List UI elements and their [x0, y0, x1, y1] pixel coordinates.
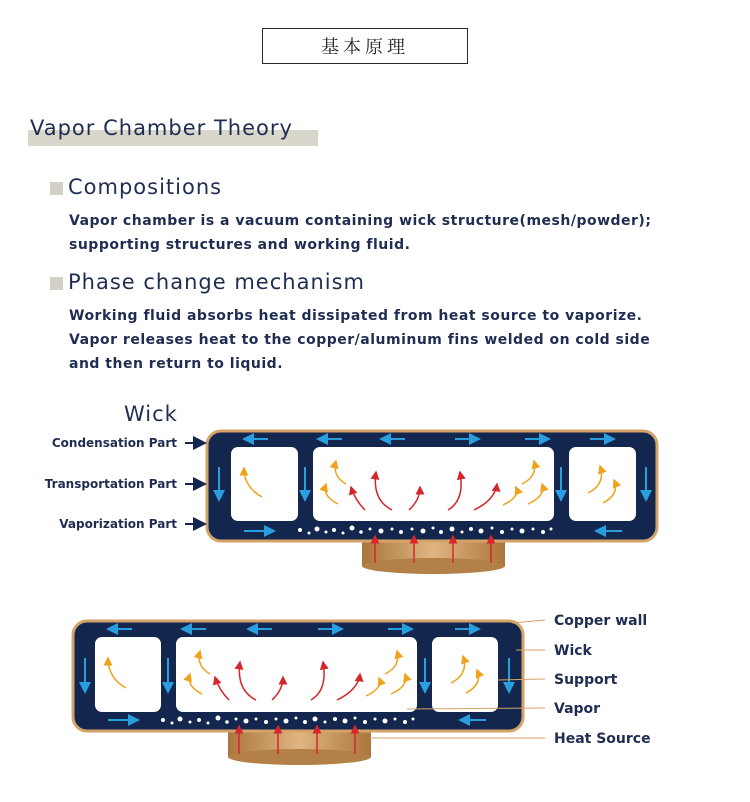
bottom-chamber [73, 613, 651, 765]
top-support-cell [231, 447, 298, 521]
section-title: Vapor Chamber Theory [30, 116, 293, 140]
top-label-pointers [185, 443, 205, 524]
top-support-cell [569, 447, 636, 521]
vapor-label: Vapor [554, 701, 601, 717]
top-vapor-cell [313, 447, 554, 521]
phase-line: Vapor releases heat to the copper/aluminum fins welded on cold side [69, 332, 651, 348]
phase-heading: Phase change mechanism [68, 270, 365, 294]
phase-line: and then return to liquid. [69, 356, 284, 372]
wick-label: Wick [124, 402, 178, 426]
bottom-support-cell [95, 637, 161, 712]
page-title: 基本原理 [262, 28, 468, 64]
copper-wall-label: Copper wall [554, 613, 648, 629]
support-label: Support [554, 672, 618, 688]
vaporization-part-label: Vaporization Part [59, 517, 177, 531]
bottom-support-cell [432, 637, 498, 712]
compositions-line: Vapor chamber is a vacuum containing wick structure(mesh/powder); [69, 213, 652, 229]
phase-line: Working fluid absorbs heat dissipated from heat source to vaporize. [69, 308, 643, 324]
compositions-line: supporting structures and working fluid. [69, 237, 411, 253]
top-chamber [45, 431, 657, 574]
compositions-heading: Compositions [68, 175, 223, 199]
heat-source-label: Heat Source [554, 731, 651, 747]
transportation-part-label: Transportation Part [44, 477, 177, 491]
bottom-vapor-cell [176, 637, 417, 712]
condensation-part-label: Condensation Part [51, 436, 177, 450]
wick-part-label: Wick [554, 643, 592, 659]
